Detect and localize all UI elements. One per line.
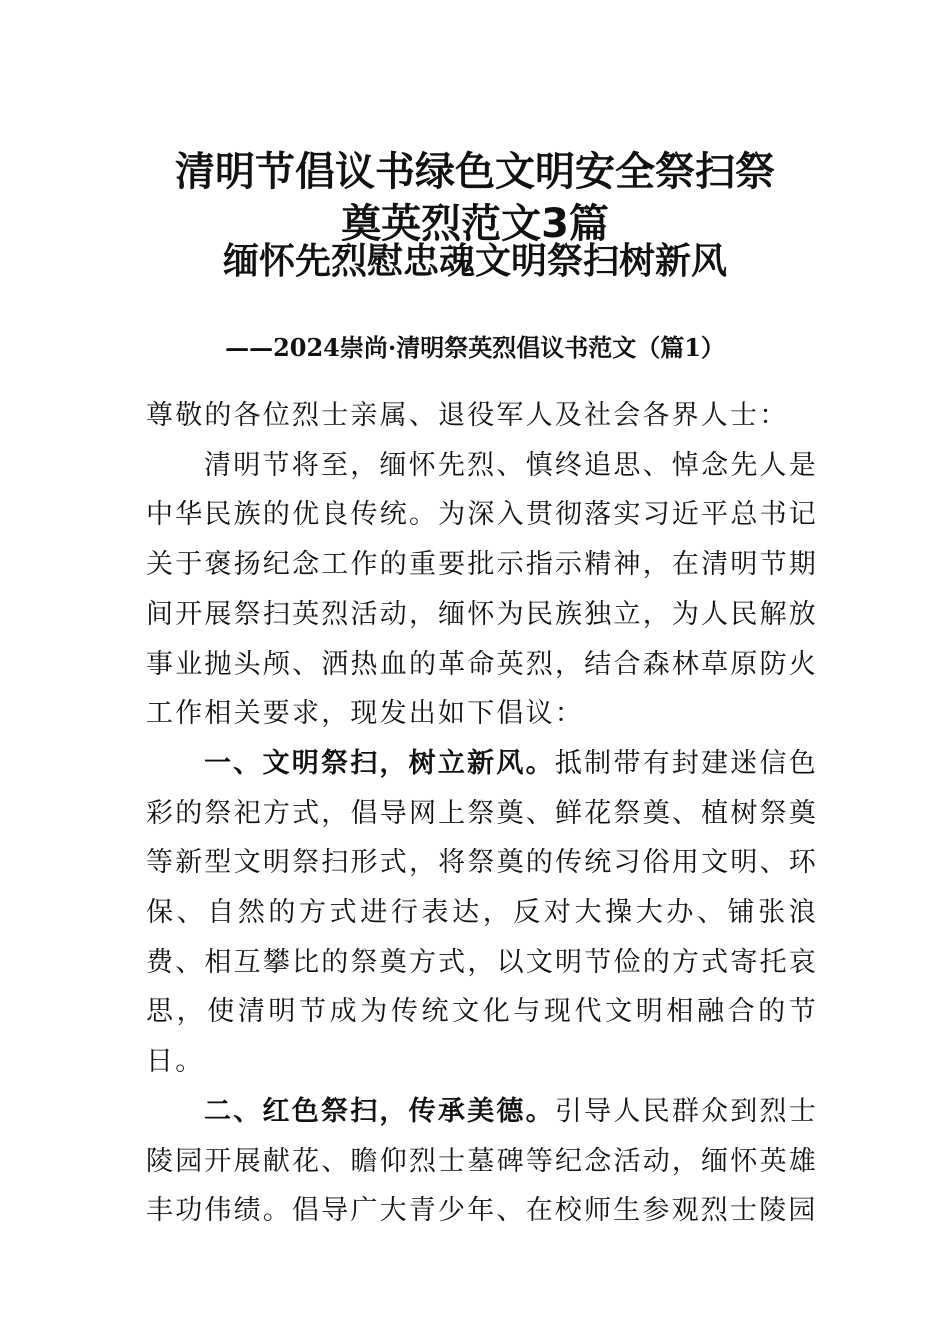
section-1-text: 抵制带有封建迷信色彩的祭祀方式，倡导网上祭奠、鲜花祭奠、植树祭奠等新型文明祭扫形式，将祭奠的传统习俗用文明、环保、自然的方式进行表达，反对大操大办、铺张浪费、相互攀比的祭奠方式，以文明节俭的方式寄托哀思，使清明节成为传统文化与现代文明相融合的节日。	[146, 747, 818, 1078]
document-subtitle: 缅怀先烈慰忠魂文明祭扫树新风	[222, 241, 727, 282]
section-2-text: 引导人民群众到烈士陵园开展献花、瞻仰烈士墓碑等纪念活动，缅怀英雄丰功伟绩。倡导广大青少年、在校师生参观烈士陵园	[146, 1095, 818, 1227]
paragraph-section-2	[146, 1087, 818, 1236]
section-1-heading: 一、文明祭扫，树立新风。	[204, 747, 555, 779]
document-title-line1: 清明节倡议书绿色文明安全祭扫祭	[175, 149, 775, 195]
document-subtitle-source: ——2024崇尚·清明祭英烈倡议书范文（篇1）	[225, 333, 725, 362]
paragraph-section-1	[146, 739, 818, 1087]
paragraph-intro: 清明节将至，缅怀先烈、慎终追思、悼念先人是中华民族的优良传统。为深入贯彻落实习近平总书记关于褒扬纪念工作的重要批示指示精神，在清明节期间开展祭扫英烈活动，缅怀为民族独立，为人民解放事业抛头颅、洒热血的革命英烈，结合森林草原防火工作相关要求，现发出如下倡议：	[146, 449, 818, 730]
document-body	[146, 391, 818, 1236]
salutation: 尊敬的各位烈士亲属、退役军人及社会各界人士：	[146, 400, 789, 431]
section-2-heading: 二、红色祭扫，传承美德。	[204, 1095, 555, 1127]
document-title-line2: 奠英烈范文3篇	[341, 201, 609, 247]
